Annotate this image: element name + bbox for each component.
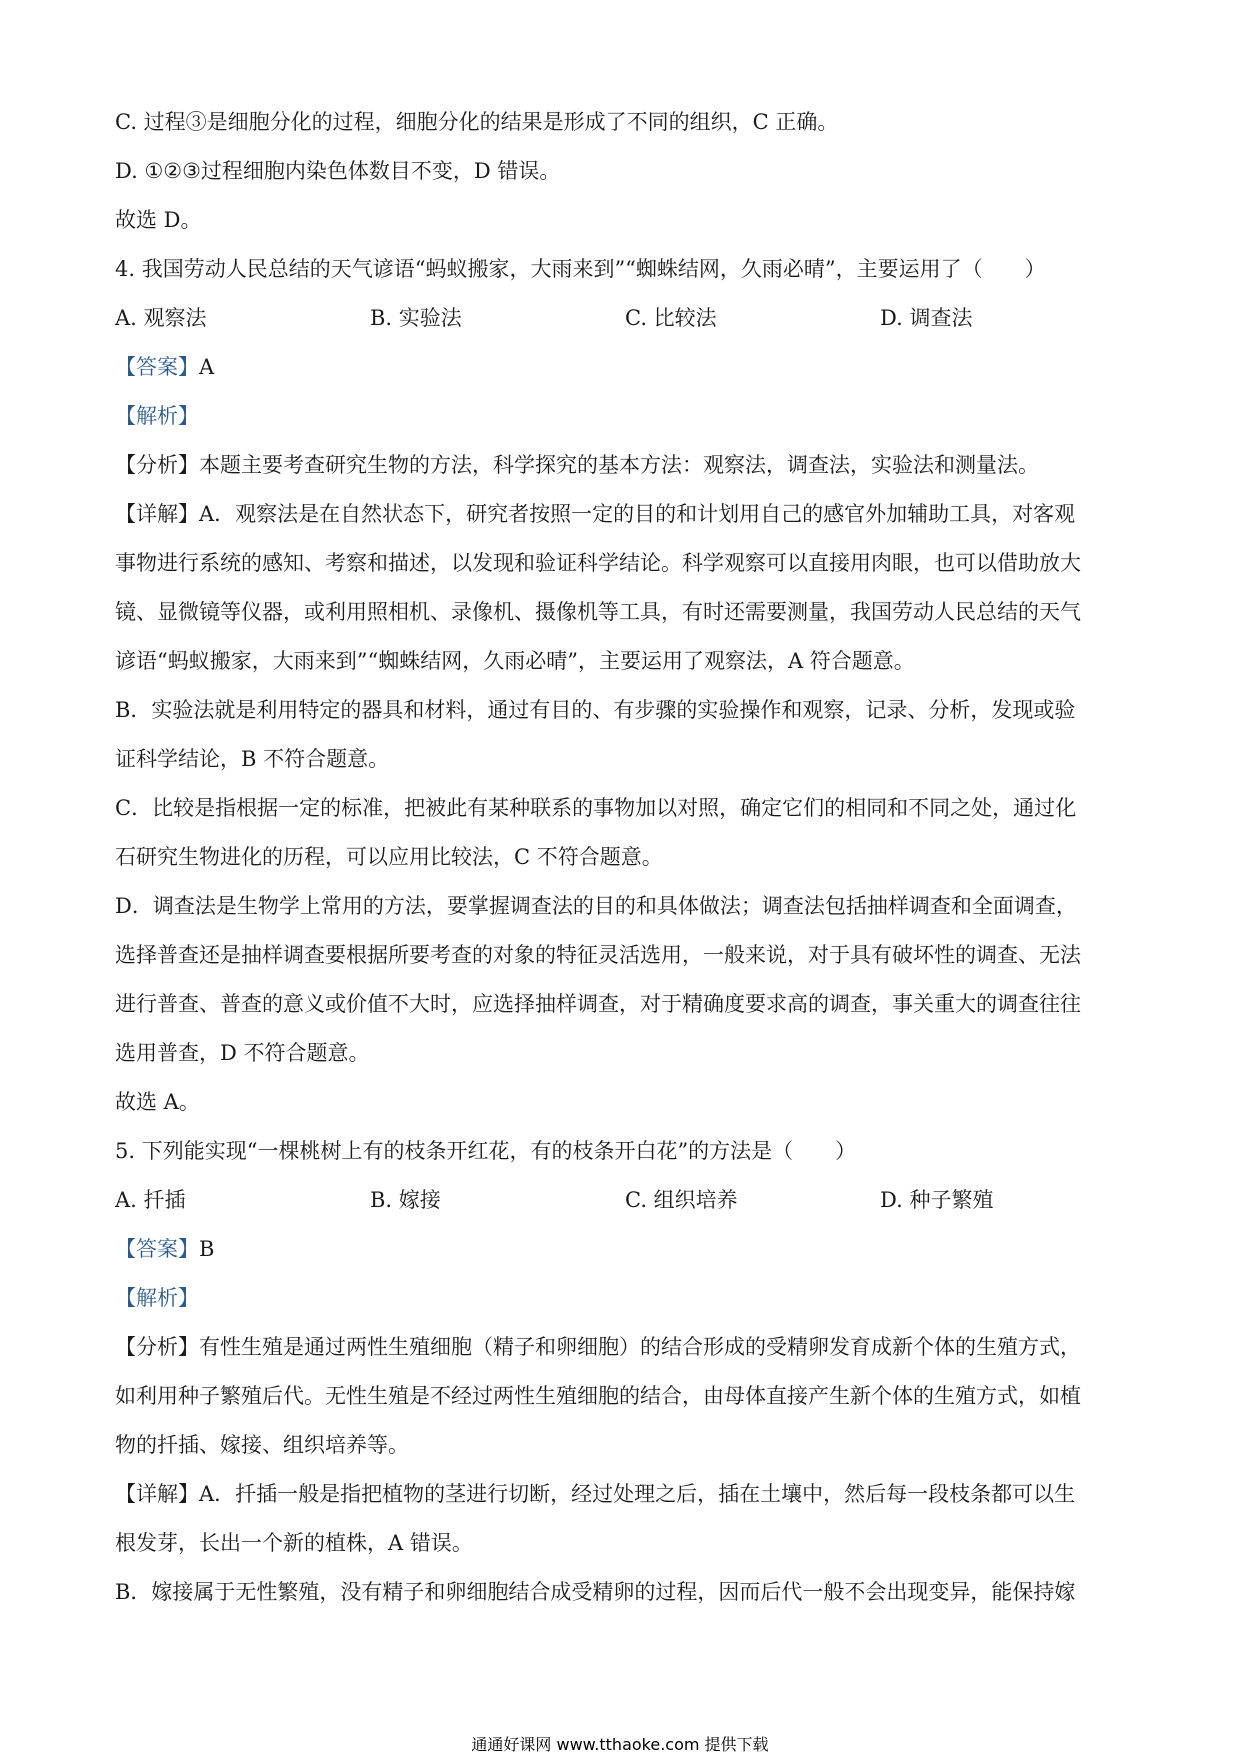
detail-line: 故选 A。 [115, 1090, 200, 1114]
document-body [115, 98, 1135, 1617]
detail-line: 选用普查，D 不符合题意。 [115, 1041, 370, 1065]
question-4-stem: 4. 我国劳动人民总结的天气谚语“蚂蚁搬家，大雨来到”“蜘蛛结网，久雨必晴”，主要运用了（ ） [115, 257, 1046, 281]
choice-a: A. 扦插 [115, 1188, 186, 1212]
detail-line: 证科学结论，B 不符合题意。 [115, 747, 390, 771]
text-line: C. 过程③是细胞分化的过程，细胞分化的结果是形成了不同的组织，C 正确。 [115, 110, 839, 134]
answer-line [115, 1225, 1135, 1274]
text-line: 故选 D。 [115, 208, 202, 232]
answer-line [115, 343, 1135, 392]
text-line: D. ①②③过程细胞内染色体数目不变，D 错误。 [115, 159, 561, 183]
xiangjie-text: A．观察法是在自然状态下，研究者按照一定的目的和计划用自己的感官外加辅助工具，对客观 [199, 502, 1076, 526]
question-4-choices [115, 294, 1135, 343]
footer-watermark: 通通好课网 www.tthaoke.com 提供下载 [471, 1735, 769, 1754]
detail-line: 选择普查还是抽样调查要根据所要考查的对象的特征灵活选用，一般来说，对于具有破坏性的调查、无法 [115, 943, 1081, 967]
choice-c: C. 组织培养 [625, 1188, 738, 1212]
fenxi-line [115, 1323, 1135, 1372]
xiangjie-line [115, 1470, 1135, 1519]
detail-line: D．调查法是生物学上常用的方法，要掌握调查法的目的和具体做法；调查法包括抽样调查和全面调查， [115, 894, 1077, 918]
choice-b: B. 嫁接 [370, 1188, 441, 1212]
analysis-tag: 【解析】 [115, 404, 199, 428]
detail-line: 根发芽，长出一个新的植株，A 错误。 [115, 1531, 473, 1555]
xiangjie-tag: 【详解】 [115, 502, 199, 526]
detail-line: 如利用种子繁殖后代。无性生殖是不经过两性生殖细胞的结合，由母体直接产生新个体的生殖方式，如植 [115, 1384, 1081, 1408]
choice-d: D. 种子繁殖 [880, 1188, 994, 1212]
analysis-tag: 【解析】 [115, 1286, 199, 1310]
analysis-heading [115, 392, 1135, 441]
choice-d: D. 调查法 [880, 306, 973, 330]
fenxi-text: 本题主要考查研究生物的方法，科学探究的基本方法：观察法，调查法，实验法和测量法。 [199, 453, 1039, 477]
choice-a: A. 观察法 [115, 306, 207, 330]
detail-line: B．实验法就是利用特定的器具和材料，通过有目的、有步骤的实验操作和观察，记录、分析，发现或验 [115, 698, 1076, 722]
detail-line: C．比较是指根据一定的标准，把被此有某种联系的事物加以对照，确定它们的相同和不同之处，通过化 [115, 796, 1077, 820]
analysis-heading [115, 1274, 1135, 1323]
detail-line: 进行普查、普查的意义或价值不大时，应选择抽样调查，对于精确度要求高的调查，事关重大的调查往往 [115, 992, 1081, 1016]
choice-c: C. 比较法 [625, 306, 717, 330]
detail-line: 谚语“蚂蚁搬家，大雨来到”“蜘蛛结网，久雨必晴”，主要运用了观察法，A 符合题意。 [115, 649, 915, 673]
choice-b: B. 实验法 [370, 306, 462, 330]
answer-tag: 【答案】 [115, 355, 199, 379]
fenxi-tag: 【分析】 [115, 453, 199, 477]
xiangjie-text: A．扦插一般是指把植物的茎进行切断，经过处理之后，插在土壤中，然后每一段枝条都可以生 [199, 1482, 1076, 1506]
xiangjie-line [115, 490, 1135, 539]
answer-value: B [199, 1237, 215, 1261]
detail-line: 镜、显微镜等仪器，或利用照相机、录像机、摄像机等工具，有时还需要测量，我国劳动人民总结的天气 [115, 600, 1081, 624]
fenxi-line [115, 441, 1135, 490]
answer-value: A [199, 355, 215, 379]
question-5-stem: 5. 下列能实现“一棵桃树上有的枝条开红花，有的枝条开白花”的方法是（ ） [115, 1139, 857, 1163]
fenxi-text: 有性生殖是通过两性生殖细胞（精子和卵细胞）的结合形成的受精卵发育成新个体的生殖方式， [199, 1335, 1081, 1359]
answer-tag: 【答案】 [115, 1237, 199, 1261]
fenxi-tag: 【分析】 [115, 1335, 199, 1359]
question-5-choices [115, 1176, 1135, 1225]
detail-line: 石研究生物进化的历程，可以应用比较法，C 不符合题意。 [115, 845, 663, 869]
detail-line: 物的扦插、嫁接、组织培养等。 [115, 1433, 409, 1457]
xiangjie-tag: 【详解】 [115, 1482, 199, 1506]
detail-line: B．嫁接属于无性繁殖，没有精子和卵细胞结合成受精卵的过程，因而后代一般不会出现变异，能保持嫁 [115, 1580, 1076, 1604]
detail-line: 事物进行系统的感知、考察和描述，以发现和验证科学结论。科学观察可以直接用肉眼，也可以借助放大 [115, 551, 1081, 575]
